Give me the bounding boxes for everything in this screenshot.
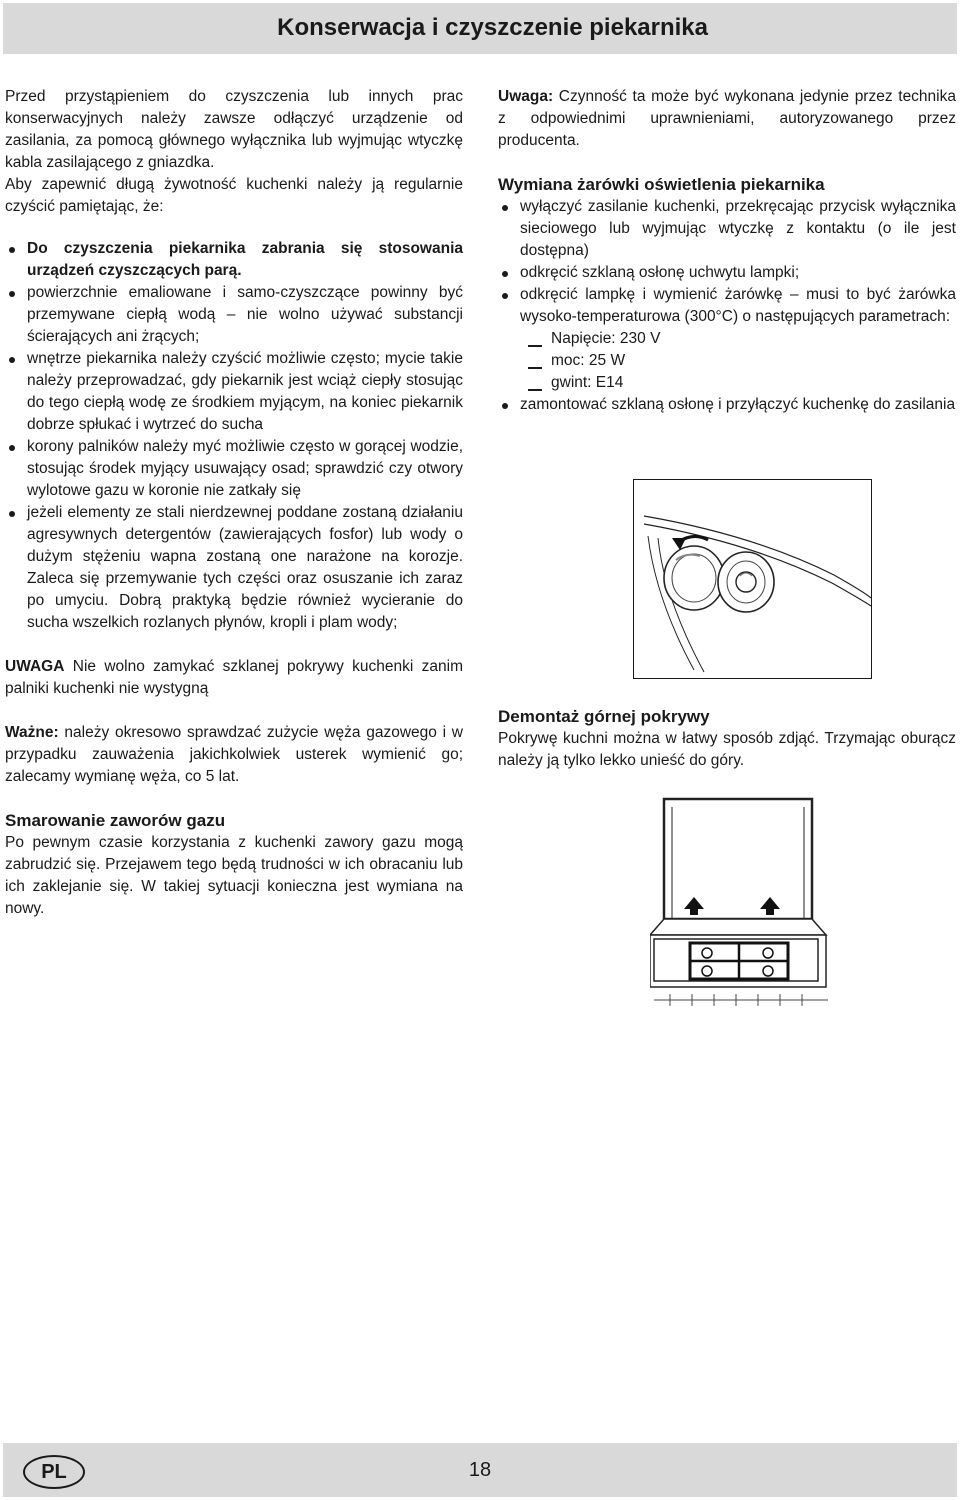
- list-item: odkręcić szklaną osłonę uchwytu lampki;: [498, 262, 956, 284]
- uwaga-label: UWAGA: [5, 658, 65, 675]
- uwaga-text: Nie wolno zamykać szklanej pokrywy kuchenki zanim palniki kuchenki nie wystygną: [5, 658, 463, 697]
- lamp-steps-list: [498, 196, 956, 328]
- note-text: Czynność ta może być wykonana jedynie przez technika z odpowiednimi uprawnieniami, autoryzowanego przez producenta.: [498, 88, 956, 149]
- cleaning-list: [5, 238, 463, 634]
- list-item: wnętrze piekarnika należy czyścić możliwie często; mycie takie należy przeprowadzać, gdy piekarnik jest wciąż ciepły stosując do tego ciepłą wodę ze środkiem myjącym, na koniec piekarnik dobrze spłukać i wytrzeć do sucha: [5, 348, 463, 436]
- page-title: Konserwacja i czyszczenie piekarnika: [277, 14, 708, 41]
- wazne-paragraph: [5, 722, 463, 788]
- language-badge: PL: [23, 1455, 85, 1489]
- gas-valves-paragraph: Po pewnym czasie korzystania z kuchenki zawory gazu mogą zabrudzić się. Przejawem tego będą trudności w ich obracaniu lub ich zaklejanie się. W takiej sytuacji konieczna jest wymiana na nowy.: [5, 834, 463, 917]
- lid-illustration: [650, 797, 830, 1012]
- list-item: jeżeli elementy ze stali nierdzewnej poddane zostaną działaniu agresywnych detergentów (zawierających fosfor) lub wody o dużym stężeniu wapna zostaną one narażone na korozje. Zaleca się przemywanie tych części oraz osuszanie ich zaraz po umyciu. Dobrą praktyką będzie również wycieranie do sucha wszelkich rozlanych płynów, kropli i plam wody;: [5, 502, 463, 634]
- oven-lamp-drawing: [634, 480, 871, 678]
- section-heading-lamp: Wymiana żarówki oświetlenia piekarnika: [498, 175, 825, 194]
- right-column: [498, 86, 956, 416]
- uwaga-paragraph: [5, 656, 463, 700]
- page-number: 18: [468, 1459, 492, 1481]
- wazne-label: Ważne:: [5, 724, 59, 741]
- lid-paragraph: Pokrywę kuchni można w łatwy sposób zdjąć. Trzymając oburącz należy ją tylko lekko unieść do góry.: [498, 730, 956, 769]
- list-item: powierzchnie emaliowane i samo-czyszczące powinny być przemywane ciepłą wodą – nie wolno używać substancji ścierających ani żrących;: [5, 282, 463, 348]
- technician-note: [498, 86, 956, 152]
- list-item: odkręcić lampkę i wymienić żarówkę – musi to być żarówka wysoko-temperaturowa (300°C) o następujących parametrach:: [498, 284, 956, 328]
- note-label: Uwaga:: [498, 88, 554, 105]
- list-item: gwint: E14: [498, 372, 956, 394]
- list-item: korony palników należy myć możliwie często w gorącej wodzie, stosując środek myjący usuwający osad; sprawdzić czy otwory wylotowe gazu w koronie nie zatkały się: [5, 436, 463, 502]
- list-item: Napięcie: 230 V: [498, 328, 956, 350]
- list-item: Do czyszczenia piekarnika zabrania się stosowania urządzeń czyszczących parą.: [5, 238, 463, 282]
- list-item: wyłączyć zasilanie kuchenki, przekręcając przycisk wyłącznika sieciowego lub wyjmując wtyczkę z kontaktu (o ile jest dostępna): [498, 196, 956, 262]
- lid-section: [498, 706, 956, 772]
- left-column: [5, 86, 463, 920]
- intro-paragraph: Przed przystąpieniem do czyszczenia lub innych prac konserwacyjnych należy zawsze odłączyć urządzenie od zasilania, za pomocą głównego wyłącznika lub wyjmując wtyczkę kabla zasilającego z gniazdka.: [5, 88, 463, 171]
- lamp-illustration: [633, 479, 872, 679]
- lamp-final-step: [498, 394, 956, 416]
- list-item: moc: 25 W: [498, 350, 956, 372]
- list-item: zamontować szklaną osłonę i przyłączyć kuchenkę do zasilania: [498, 394, 956, 416]
- lamp-params-list: [498, 328, 956, 394]
- wazne-text: należy okresowo sprawdzać zużycie węża gazowego i w przypadku zauważenia jakichkolwiek usterek wymienić go; zalecamy wymianę węża, co 5 lat.: [5, 724, 463, 785]
- hob-lid-drawing: [650, 797, 830, 1012]
- section-heading-gas-valves: Smarowanie zaworów gazu: [5, 811, 226, 830]
- section-heading-lid: Demontaż górnej pokrywy: [498, 707, 710, 726]
- intro-paragraph-2: Aby zapewnić długą żywotność kuchenki należy ją regularnie czyścić pamiętając, że:: [5, 176, 463, 215]
